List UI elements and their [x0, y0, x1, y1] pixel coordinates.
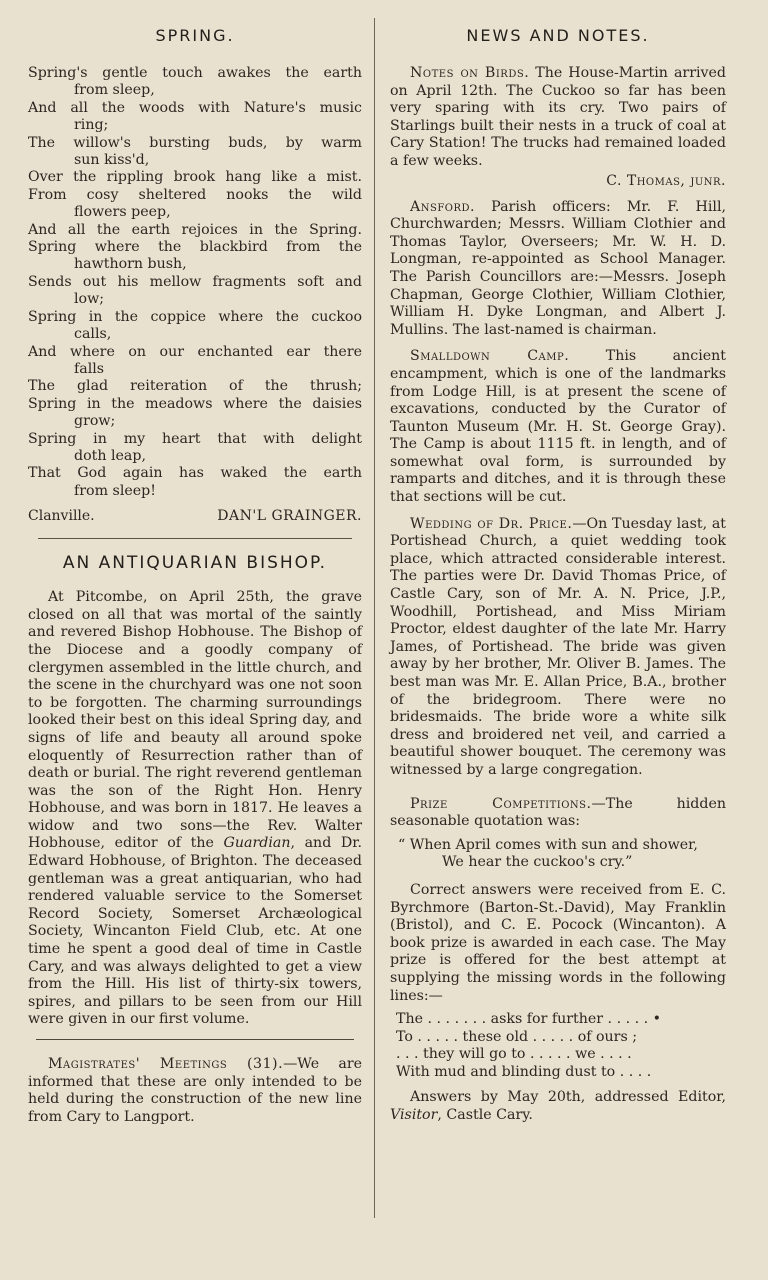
poem-author: DAN'L GRAINGER. — [217, 508, 362, 525]
left-column — [28, 18, 362, 1126]
camp-note: Smalldown Camp. This ancient encampment, which is one of the landmarks from Lodge Hill, is at present the scene of excavations, conducted by the Curator of Taunton Museum (Mr. H. St. George Gray). The Camp is about 1115 ft. in length, and of somewhat oval form, is surrounded by ramparts and ditches, and it is through these that sections will be cut. — [390, 348, 726, 506]
prize-note: Prize Competitions.—The hidden seasonable quotation was: — [390, 795, 726, 830]
poem-line: sun kiss'd, — [74, 152, 150, 169]
poem-line: from sleep, — [74, 82, 155, 99]
poem-line: grow; — [74, 413, 116, 430]
poem-line: And all the woods with Nature's music — [28, 99, 362, 116]
answers-note: Answers by May 20th, addressed Editor, Visitor, Castle Cary. — [390, 1089, 726, 1124]
ansford-note: Ansford. Parish officers: Mr. F. Hill, Churchwarden; Messrs. William Clothier and Thomas Taylor, Overseers; Mr. W. H. D. Longman, re-appointed as School Manager. The Parish Councillors are:—Messrs. Joseph Chapman, George Clothier, William Clothier, William H. Dyke Longman, and Albert J. Mullins. The last-named is chairman. — [390, 198, 726, 338]
column-divider — [374, 18, 375, 1218]
poem-signature — [28, 508, 362, 524]
birds-note: Notes on Birds. The House-Martin arrived on April 12th. The Cuckoo so far has been very sparing with its cry. Two pairs of Starlings built their nests in a truck of coal at Cary Station! The trucks had remained loaded a few weeks. — [390, 65, 727, 169]
wedding-note: Wedding of Dr. Price.—On Tuesday last, at Portishead Church, a quiet wedding took place, which attracted considerable interest. The parties were Dr. David Thomas Price, of Castle Cary, son of Mr. A. N. Price, J.P., Woodhill, Portishead, and Miss Miriam Proctor, eldest daughter of the late Mr. Harry James, of Portishead. The bride was given away by her brother, Mr. Oliver B. James. The best man was Mr. E. Allan Price, B.A., brother of the bridegroom. There were no bridesmaids. The bride wore a white silk dress and broidered net veil, and carried a beautiful shower bouquet. The ceremony was witnessed by a large congregation. — [390, 515, 726, 778]
divider — [38, 538, 352, 539]
poem-title: SPRING. — [155, 26, 235, 45]
poem-line: calls, — [74, 326, 112, 343]
poem — [28, 65, 362, 500]
correct-answers: Correct answers were received from E. C. Byrchmore (Barton-St.-David), May Franklin (Bristol), and C. E. Pocock (Wincanton). A book prize is awarded in each case. The May prize is offered for the best attempt at supplying the missing words in the following lines:— — [390, 881, 726, 1004]
poem-place: Clanville. — [28, 508, 95, 525]
magistrates-note: Magistrates' Meetings (31).—We are informed that these are only intended to be held during the construction of the new line from Cary to Langport. — [28, 1056, 363, 1125]
right-column — [390, 18, 726, 1125]
poem-line: Spring in my heart that with delight — [28, 430, 362, 447]
birds-signature: C. Thomas, junr. — [606, 172, 726, 189]
news-title: NEWS AND NOTES. — [466, 26, 650, 45]
poem-line: Spring in the coppice where the cuckoo — [28, 308, 362, 325]
divider — [36, 1039, 354, 1040]
poem-line: flowers peep, — [74, 204, 171, 221]
poem-line: Sends out his mellow fragments soft and — [28, 273, 362, 290]
poem-line: Over the rippling brook hang like a mist. — [28, 169, 362, 186]
poem-line: low; — [74, 291, 105, 308]
missing-words-line: The . . . . . . . asks for further . . . . . • — [396, 1011, 662, 1028]
missing-words-line: . . . they will go to . . . . . we . . . . — [396, 1046, 632, 1063]
missing-words-lines — [396, 1011, 726, 1081]
poem-line: That God again has waked the earth — [28, 465, 362, 482]
missing-words-line: With mud and blinding dust to . . . . — [396, 1063, 652, 1080]
missing-words-line: To . . . . . these old . . . . . of ours ; — [396, 1028, 638, 1045]
bishop-article: At Pitcombe, on April 25th, the grave closed on all that was mortal of the saintly and revered Bishop Hobhouse. The Bishop of the Diocese and a goodly company of clergymen assembled in the little church, and the scene in the churchyard was one not soon to be forgotten. The charming surroundings looked their best on this ideal Spring day, and signs of life and beauty all around spoke eloquently of Resurrection rather than of death or burial. The right reverend gentleman was the son of the Right Hon. Henry Hobhouse, and was born in 1817. He leaves a widow and two sons—the Rev. Walter Hobhouse, editor of the Guardian, and Dr. Edward Hobhouse, of Brighton. The deceased gentleman was a great antiquarian, who had rendered valuable service to the Somerset Record Society, Somerset Archæological Society, Wincanton Field Club, etc. At one time he spent a good deal of time in Castle Cary, and was always delighted to get a view from the Hill. His list of thirty-six towers, spires, and pillars to be seen from our Hill were given in our first volume. — [28, 589, 362, 1028]
poem-line: from sleep! — [74, 482, 156, 499]
poem-line: hawthorn bush, — [74, 256, 187, 273]
poem-line: Spring in the meadows where the daisies — [28, 395, 362, 412]
poem-line: ring; — [74, 117, 109, 134]
poem-line: The willow's bursting buds, by warm — [28, 134, 362, 151]
poem-line: The glad reiteration of the thrush; — [28, 378, 362, 395]
poem-line: Spring's gentle touch awakes the earth — [28, 65, 362, 81]
poem-line: And where on our enchanted ear there — [28, 343, 362, 360]
poem-line: And all the earth rejoices in the Spring. — [28, 221, 362, 238]
poem-line: Spring where the blackbird from the — [28, 239, 362, 256]
poem-line: falls — [74, 360, 105, 377]
poem-line: From cosy sheltered nooks the wild — [28, 186, 362, 203]
poem-line: doth leap, — [74, 447, 146, 464]
quotation: “ When April comes with sun and shower, We hear the cuckoo's cry.” — [398, 836, 698, 871]
article-title: AN ANTIQUARIAN BISHOP. — [62, 553, 328, 574]
